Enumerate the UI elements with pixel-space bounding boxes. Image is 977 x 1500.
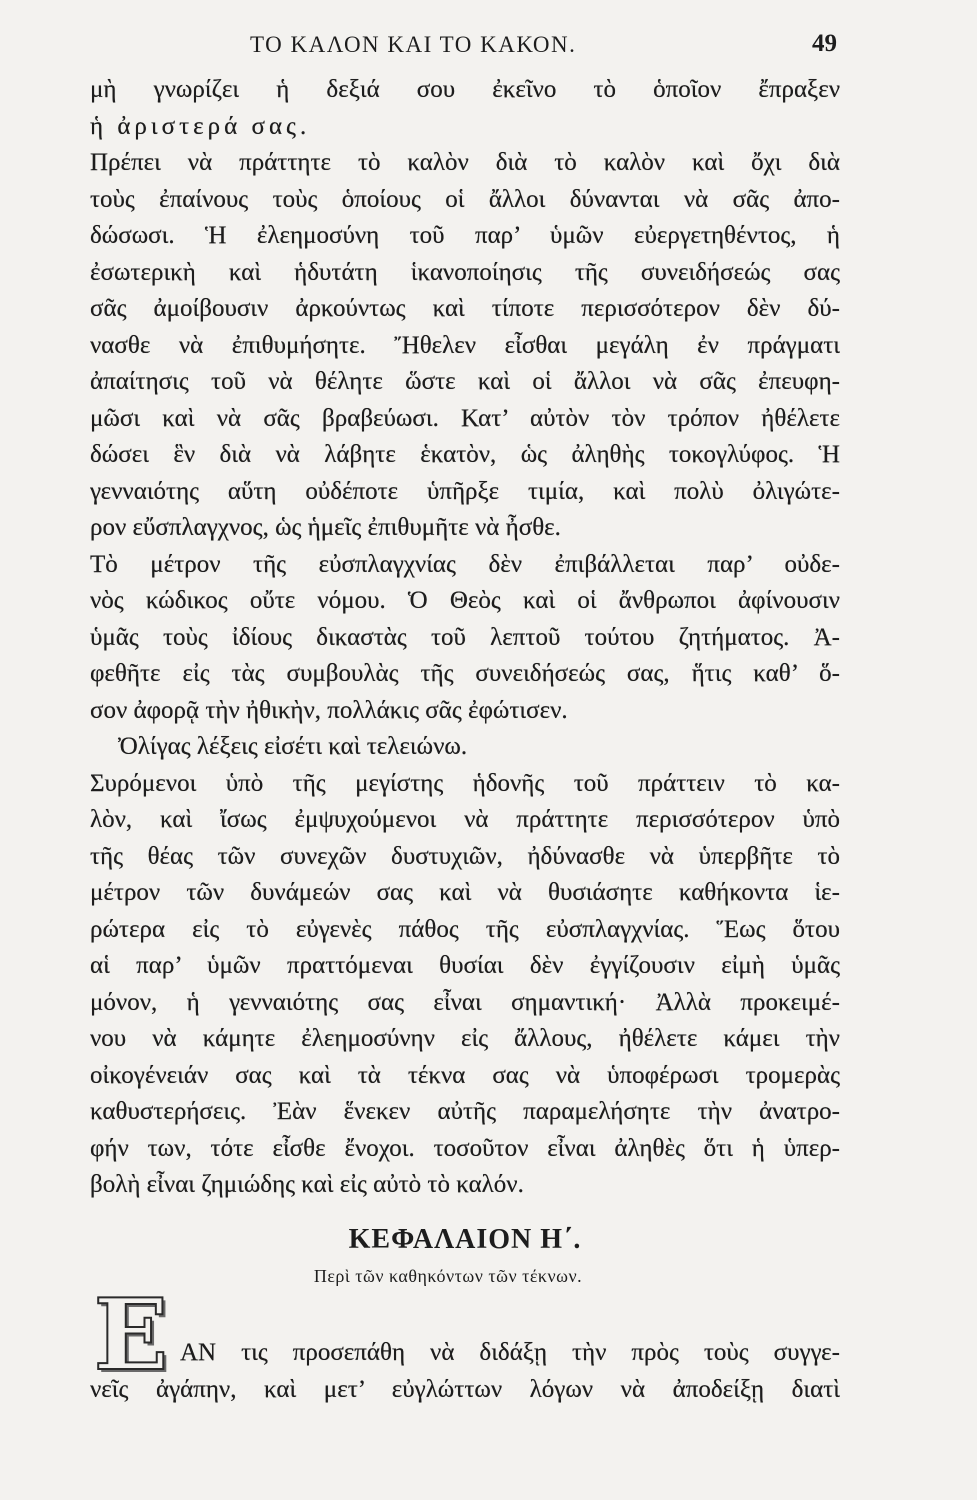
text-line: τῆς θέας τῶν συνεχῶν δυστυχιῶν, ἠδύνασθε νὰ ὑπερβῆτε τὸ	[90, 842, 840, 870]
text-line: γενναιότης αὕτη οὐδέποτε ὑπῆρξε τιμία, καὶ πολὺ ὀλιγώτε-	[90, 477, 840, 505]
text-line: δώσωσι. Ἡ ἐλεημοσύνη τοῦ παρ’ ὑμῶν εὐεργετηθέντος, ἡ	[90, 222, 840, 249]
text-line: καθυστερήσεις. Ἐὰν ἕνεκεν αὐτῆς παραμελήσητε τὴν ἀνατρο-	[90, 1098, 840, 1125]
chapter-subtitle: Περὶ τῶν καθηκόντων τῶν τέκνων.	[313, 1266, 583, 1286]
text-line: ρώτερα εἰς τὸ εὐγενὲς πάθος τῆς εὐσπλαγχνίας. Ἕως ὅτου	[90, 915, 840, 943]
drop-cap-initial: Ε	[93, 1278, 169, 1393]
text-line: νου νὰ κάμητε ἐλεημοσύνην εἰς ἄλλους, ἠθέλετε κάμει τὴν	[90, 1025, 840, 1052]
text-line: οἰκογένειάν σας καὶ τὰ τέκνα σας νὰ ὑποφέρωσι τρομερὰς	[90, 1061, 840, 1089]
text-line: σον ἀφορᾷ τὴν ἠθικὴν, πολλάκις σᾶς ἐφώτισεν.	[90, 696, 568, 724]
text-line: ἡ ἀριστερά σας.	[90, 112, 311, 140]
text-line: ἐσωτερικὴ καὶ ἡδυτάτη ἱκανοποίησις τῆς συνειδήσεώς σας	[90, 258, 840, 286]
text-line: μῶσι καὶ νὰ σᾶς βραβεύωσι. Κατ’ αὐτὸν τὸν τρόπον ἠθέλετε	[90, 404, 840, 432]
text-line: αἱ παρ’ ὑμῶν πραττόμεναι θυσίαι δὲν ἐγγίζουσιν εἰμὴ ὑμᾶς	[90, 952, 840, 979]
text-line: μέτρον τῶν δυνάμεών σας καὶ νὰ θυσιάσητε καθήκοντα ἱε-	[90, 879, 840, 906]
text-line: Συρόμενοι ὑπὸ τῆς μεγίστης ἡδονῆς τοῦ πράττειν τὸ κα-	[90, 769, 840, 797]
chapter-text-line: ΑΝ τις προσεπάθη νὰ διδάξῃ τὴν πρὸς τοὺς συγγε-	[180, 1339, 840, 1366]
text-line: μὴ γνωρίζει ἡ δεξιά σου ἐκεῖνο τὸ ὁποῖον ἔπραξεν	[90, 76, 840, 103]
text-line: Τὸ μέτρον τῆς εὐσπλαγχνίας δὲν ἐπιβάλλεται παρ’ οὐδε-	[90, 550, 840, 578]
body-text	[90, 72, 840, 1204]
text-line: δώσει ἓν διὰ νὰ λάβητε ἑκατὸν, ὡς ἀληθὴς τοκογλύφος. Ἡ	[90, 441, 840, 468]
text-line: ρον εὔσπλαγχνος, ὡς ἡμεῖς ἐπιθυμῆτε νὰ ἦσθε.	[90, 514, 561, 541]
text-line: σᾶς ἀμοίβουσιν ἀρκούντως καὶ τίποτε περισσότερον δὲν δύ-	[90, 295, 840, 322]
page-number: 49	[812, 30, 837, 57]
text-line: φήν των, τότε εἶσθε ἔνοχοι. τοσοῦτον εἶναι ἀληθὲς ὅτι ἡ ὑπερ-	[90, 1134, 840, 1162]
text-line: τοὺς ἐπαίνους τοὺς ὁποίους οἱ ἄλλοι δύνανται νὰ σᾶς ἀπο-	[90, 185, 840, 213]
chapter-text-line: νεῖς ἀγάπην, καὶ μετ’ εὐγλώττων λόγων νὰ ἀποδείξῃ διατὶ	[90, 1375, 840, 1403]
text-line: βολὴ εἶναι ζημιώδης καὶ εἰς αὐτὸ τὸ καλόν.	[90, 1171, 524, 1198]
text-line: λὸν, καὶ ἴσως ἐμψυχούμενοι νὰ πράττητε περισσότερον ὑπὸ	[90, 806, 840, 833]
text-line: νασθε νὰ ἐπιθυμήσητε. Ἤθελεν εἶσθαι μεγάλη ἐν πράγματι	[90, 331, 840, 359]
text-line: μόνον, ἡ γενναιότης σας εἶναι σημαντική· Ἀλλὰ προκειμέ-	[90, 988, 840, 1016]
text-line: νὸς κώδικος οὔτε νόμου. Ὁ Θεὸς καὶ οἱ ἄνθρωποι ἀφίνουσιν	[90, 587, 840, 614]
text-line: ἀπαίτησις τοῦ νὰ θέλητε ὥστε καὶ οἱ ἄλλοι νὰ σᾶς ἐπευφη-	[90, 368, 840, 395]
text-line: Ὀλίγας λέξεις εἰσέτι καὶ τελειώνω.	[118, 733, 468, 760]
text-line: φεθῆτε εἰς τὰς συμβουλὰς τῆς συνειδήσεώς σας, ἥτις καθ’ ὅ-	[90, 660, 840, 687]
text-line: Πρέπει νὰ πράττητε τὸ καλὸν διὰ τὸ καλὸν καὶ ὄχι διὰ	[90, 149, 840, 176]
running-head-title: ΤΟ ΚΑΛΟΝ ΚΑΙ ΤΟ ΚΑΚΟΝ.	[250, 32, 577, 57]
text-line: ὑμᾶς τοὺς ἰδίους δικαστὰς τοῦ λεπτοῦ τούτου ζητήματος. Ἀ-	[90, 623, 840, 651]
chapter-heading: ΚΕΦΑΛΑΙΟΝ Η΄.	[348, 1224, 582, 1255]
